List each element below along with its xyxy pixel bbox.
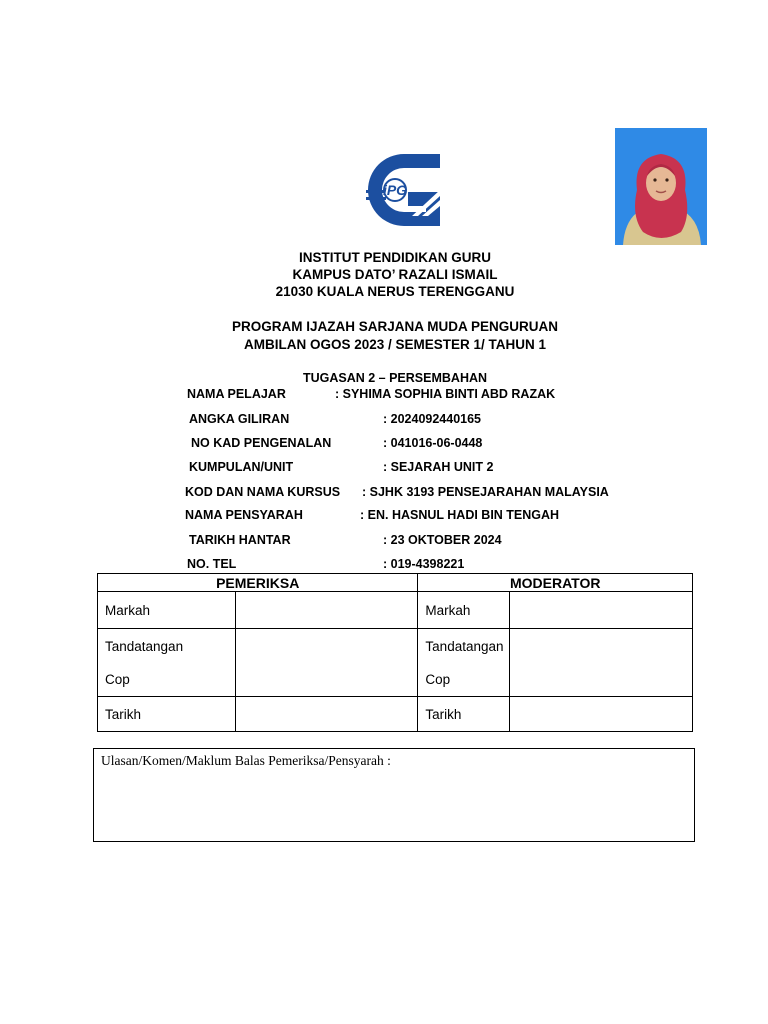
institute-address: 21030 KUALA NERUS TERENGGANU bbox=[275, 284, 515, 299]
examiner-mark-label: Markah bbox=[98, 592, 236, 629]
tel-label: NO. TEL bbox=[187, 557, 237, 571]
student-photo bbox=[615, 128, 707, 245]
moderator-signature-label-cell bbox=[418, 629, 510, 697]
moderator-mark-label: Markah bbox=[418, 592, 510, 629]
index-label: ANGKA GILIRAN bbox=[189, 412, 290, 426]
table-header-row bbox=[98, 574, 693, 592]
table-row bbox=[98, 629, 693, 697]
submit-date-label: TARIKH HANTAR bbox=[189, 533, 291, 547]
submit-date-value: : 23 OKTOBER 2024 bbox=[383, 533, 502, 547]
lecturer-value: : EN. HASNUL HADI BIN TENGAH bbox=[360, 508, 560, 522]
moderator-date-cell[interactable] bbox=[510, 697, 693, 732]
moderator-mark-cell[interactable] bbox=[510, 592, 693, 629]
moderator-date-label: Tarikh bbox=[418, 697, 510, 732]
ipg-logo bbox=[364, 150, 444, 232]
examiner-signature-label-cell bbox=[98, 629, 236, 697]
name-value: : SYHIMA SOPHIA BINTI ABD RAZAK bbox=[335, 387, 556, 401]
examiner-stamp-label: Cop bbox=[105, 671, 130, 687]
group-label: KUMPULAN/UNIT bbox=[189, 460, 294, 474]
course-value: : SJHK 3193 PENSEJARAHAN MALAYSIA bbox=[362, 485, 609, 499]
lecturer-label: NAMA PENSYARAH bbox=[185, 508, 303, 522]
moderator-signature-label: Tandatangan bbox=[425, 638, 504, 654]
evaluation-table bbox=[97, 573, 693, 732]
table-row bbox=[98, 592, 693, 629]
ic-value: : 041016-06-0448 bbox=[383, 436, 483, 450]
examiner-mark-cell[interactable] bbox=[235, 592, 418, 629]
examiner-date-label: Tarikh bbox=[98, 697, 236, 732]
comments-box[interactable] bbox=[93, 748, 695, 842]
comments-label: Ulasan/Komen/Maklum Balas Pemeriksa/Pensyarah : bbox=[101, 753, 391, 768]
table-row bbox=[98, 697, 693, 732]
index-value: : 2024092440165 bbox=[383, 412, 482, 426]
group-value: : SEJARAH UNIT 2 bbox=[383, 460, 494, 474]
course-label: KOD DAN NAMA KURSUS bbox=[185, 485, 341, 499]
program-name: PROGRAM IJAZAH SARJANA MUDA PENGURUAN bbox=[231, 319, 558, 334]
moderator-signature-cell[interactable] bbox=[510, 629, 693, 697]
ic-label: NO KAD PENGENALAN bbox=[191, 436, 332, 450]
campus-name: KAMPUS DATO’ RAZALI ISMAIL bbox=[292, 267, 498, 282]
institute-heading bbox=[0, 249, 768, 300]
moderator-stamp-label: Cop bbox=[425, 671, 451, 687]
examiner-signature-cell[interactable] bbox=[235, 629, 418, 697]
name-label: NAMA PELAJAR bbox=[187, 387, 286, 401]
logo-text: iPG bbox=[382, 182, 408, 198]
program-heading bbox=[0, 318, 768, 354]
moderator-header: MODERATOR bbox=[418, 574, 693, 592]
examiner-date-cell[interactable] bbox=[235, 697, 418, 732]
institute-name: INSTITUT PENDIDIKAN GURU bbox=[299, 250, 491, 265]
tel-value: : 019-4398221 bbox=[383, 557, 465, 571]
examiner-signature-label: Tandatangan bbox=[105, 638, 184, 654]
examiner-header: PEMERIKSA bbox=[98, 574, 418, 592]
program-intake: AMBILAN OGOS 2023 / SEMESTER 1/ TAHUN 1 bbox=[243, 337, 547, 352]
assignment-title: TUGASAN 2 – PERSEMBAHAN bbox=[302, 371, 488, 385]
